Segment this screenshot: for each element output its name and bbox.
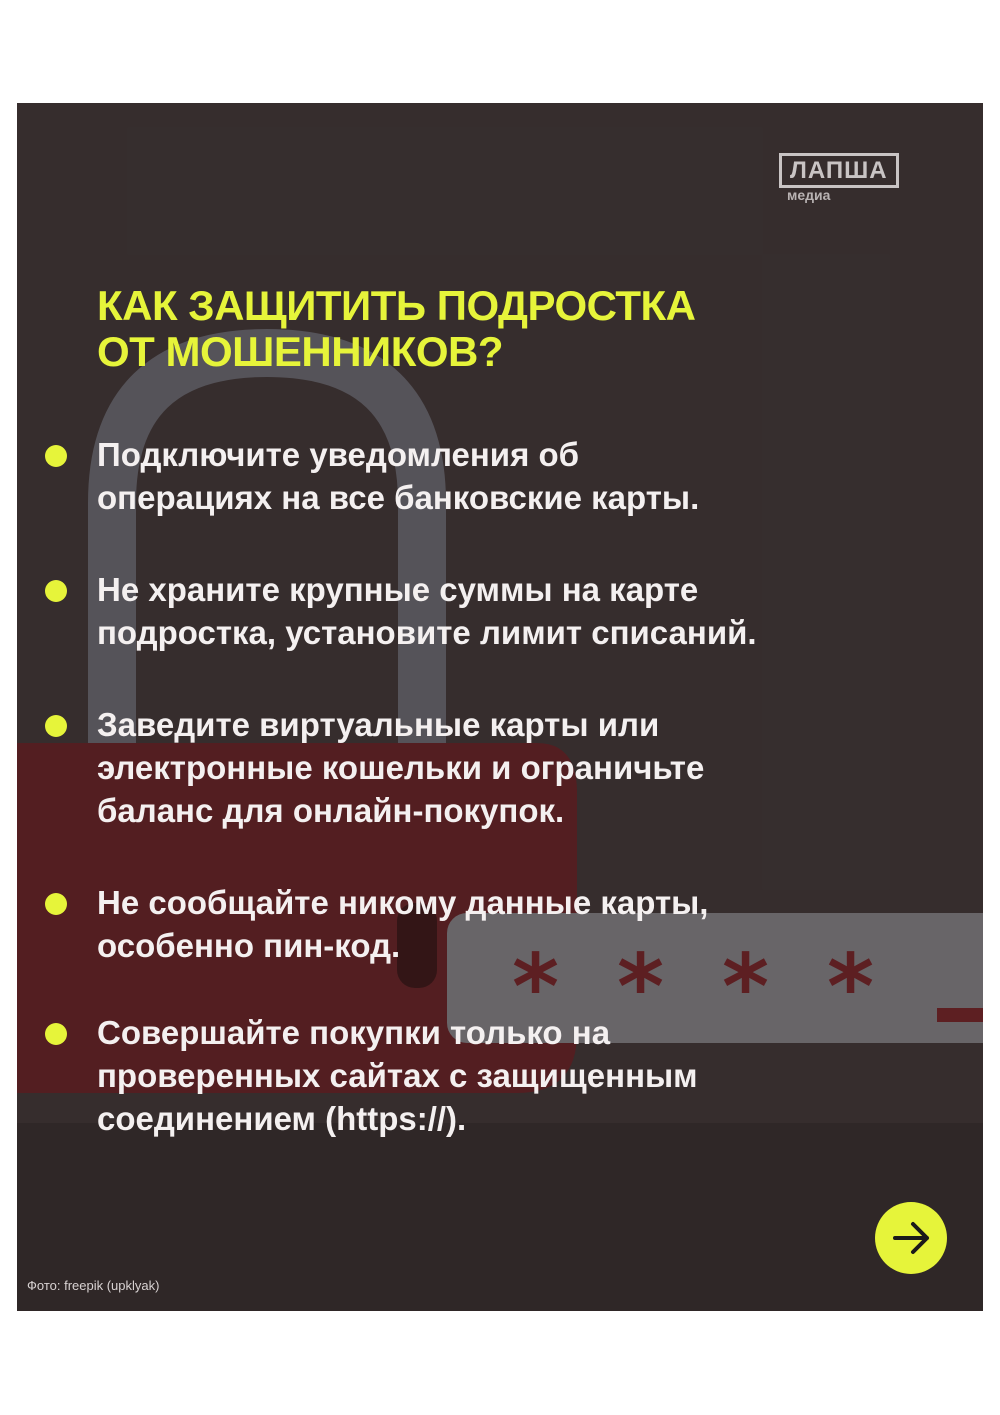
tip-text: Заведите виртуальные карты или электронные кошельки и ограничьте баланс для онлайн-покупок.: [97, 706, 705, 829]
svg-text:*: *: [617, 935, 665, 1040]
tip-text: Совершайте покупки только на проверенных сайтах с защищенным соединением (https://).: [97, 1014, 698, 1137]
next-button[interactable]: [875, 1202, 947, 1274]
tip-text: Не сообщайте никому данные карты, особенно пин-код.: [97, 884, 709, 964]
bullet-icon: [45, 1023, 67, 1045]
info-card: [17, 103, 983, 1311]
tip-text: Подключите уведомления об операциях на все банковские карты.: [97, 436, 700, 516]
logo-name: ЛАПША: [779, 153, 899, 188]
photo-credit: Фото: freepik (upklyak): [27, 1278, 160, 1293]
svg-text:*: *: [827, 935, 875, 1040]
bullet-icon: [45, 715, 67, 737]
svg-text:*: *: [512, 935, 560, 1040]
svg-text:*: *: [722, 935, 770, 1040]
bullet-icon: [45, 893, 67, 915]
arrow-right-icon: [889, 1216, 933, 1260]
logo-sub: медиа: [787, 187, 831, 203]
title-line-1: КАК ЗАЩИТИТЬ ПОДРОСТКА: [97, 282, 696, 329]
bullet-icon: [45, 445, 67, 467]
tip-text: Не храните крупные суммы на карте подростка, установите лимит списаний.: [97, 571, 757, 651]
title-line-2: ОТ МОШЕННИКОВ?: [97, 328, 504, 375]
tips-list: [17, 103, 983, 1311]
bullet-icon: [45, 580, 67, 602]
